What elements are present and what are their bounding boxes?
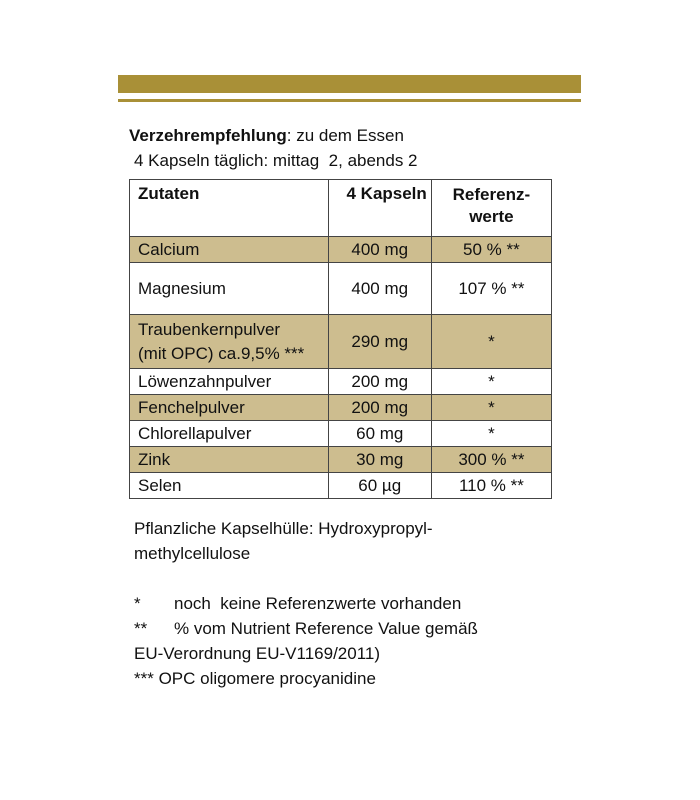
footnote-mark: ** (134, 619, 148, 638)
table-header-row (130, 180, 552, 237)
nutrition-table (129, 179, 552, 499)
ingredient-name: Löwenzahnpulver (130, 369, 329, 395)
ingredient-name: Chlorellapulver (130, 421, 329, 447)
table-row (130, 447, 552, 473)
table-row (130, 421, 552, 447)
ingredient-amount: 200 mg (328, 395, 431, 421)
ingredient-name: Fenchelpulver (130, 395, 329, 421)
table-row (130, 315, 552, 369)
ingredient-amount: 30 mg (328, 447, 431, 473)
footnote-text: % vom Nutrient Reference Value gemäß (174, 619, 478, 638)
ingredient-reference: 107 % ** (431, 263, 551, 315)
recommendation-dosage: 4 Kapseln täglich: mittag 2, abends 2 (134, 151, 418, 170)
table-row (130, 237, 552, 263)
ingredient-amount: 60 µg (328, 473, 431, 499)
capsule-line1: Pflanzliche Kapselhülle: Hydroxypropyl- (134, 519, 433, 538)
header-amount: 4 Kapseln (328, 180, 431, 237)
ingredient-reference: * (431, 369, 551, 395)
footnote-2-continuation: EU-Verordnung EU-V1169/2011) (134, 644, 381, 663)
footnote-1 (134, 591, 554, 616)
header-ingredients: Zutaten (130, 180, 329, 237)
header-thin-rule (118, 99, 581, 102)
ingredient-amount: 60 mg (328, 421, 431, 447)
capsule-line2: methylcellulose (134, 544, 251, 563)
ingredient-amount: 290 mg (328, 315, 431, 369)
table-row (130, 263, 552, 315)
ingredient-name-line2: (mit OPC) ca.9,5% *** (138, 343, 305, 363)
ingredient-name: Magnesium (130, 263, 329, 315)
footnote-2 (134, 616, 554, 641)
ingredient-name: Zink (130, 447, 329, 473)
ingredient-amount: 400 mg (328, 263, 431, 315)
ingredient-name: Selen (130, 473, 329, 499)
dosage-recommendation (129, 123, 418, 173)
recommendation-label: Verzehrempfehlung (129, 126, 287, 145)
ingredient-name-line1: Traubenkernpulver (138, 319, 281, 339)
table-row (130, 473, 552, 499)
ingredient-reference: 50 % ** (431, 237, 551, 263)
table-row (130, 395, 552, 421)
recommendation-text: : zu dem Essen (286, 126, 404, 145)
header-gold-bar (118, 75, 581, 93)
ingredient-reference: * (431, 421, 551, 447)
product-info (134, 516, 554, 691)
ingredient-amount: 400 mg (328, 237, 431, 263)
table-row (130, 369, 552, 395)
header-reference (431, 180, 551, 237)
ingredient-reference: 110 % ** (431, 473, 551, 499)
footnote-3: *** OPC oligomere procyanidine (134, 669, 376, 688)
ingredient-name: Calcium (130, 237, 329, 263)
header-reference-line1: Referenz- (452, 185, 531, 204)
ingredient-reference: * (431, 395, 551, 421)
ingredient-name (130, 315, 329, 369)
header-reference-line2: werte (469, 207, 514, 226)
ingredient-reference: * (431, 315, 551, 369)
ingredient-amount: 200 mg (328, 369, 431, 395)
footnote-mark: * (134, 594, 141, 613)
footnote-text: noch keine Referenzwerte vorhanden (174, 594, 462, 613)
ingredient-reference: 300 % ** (431, 447, 551, 473)
